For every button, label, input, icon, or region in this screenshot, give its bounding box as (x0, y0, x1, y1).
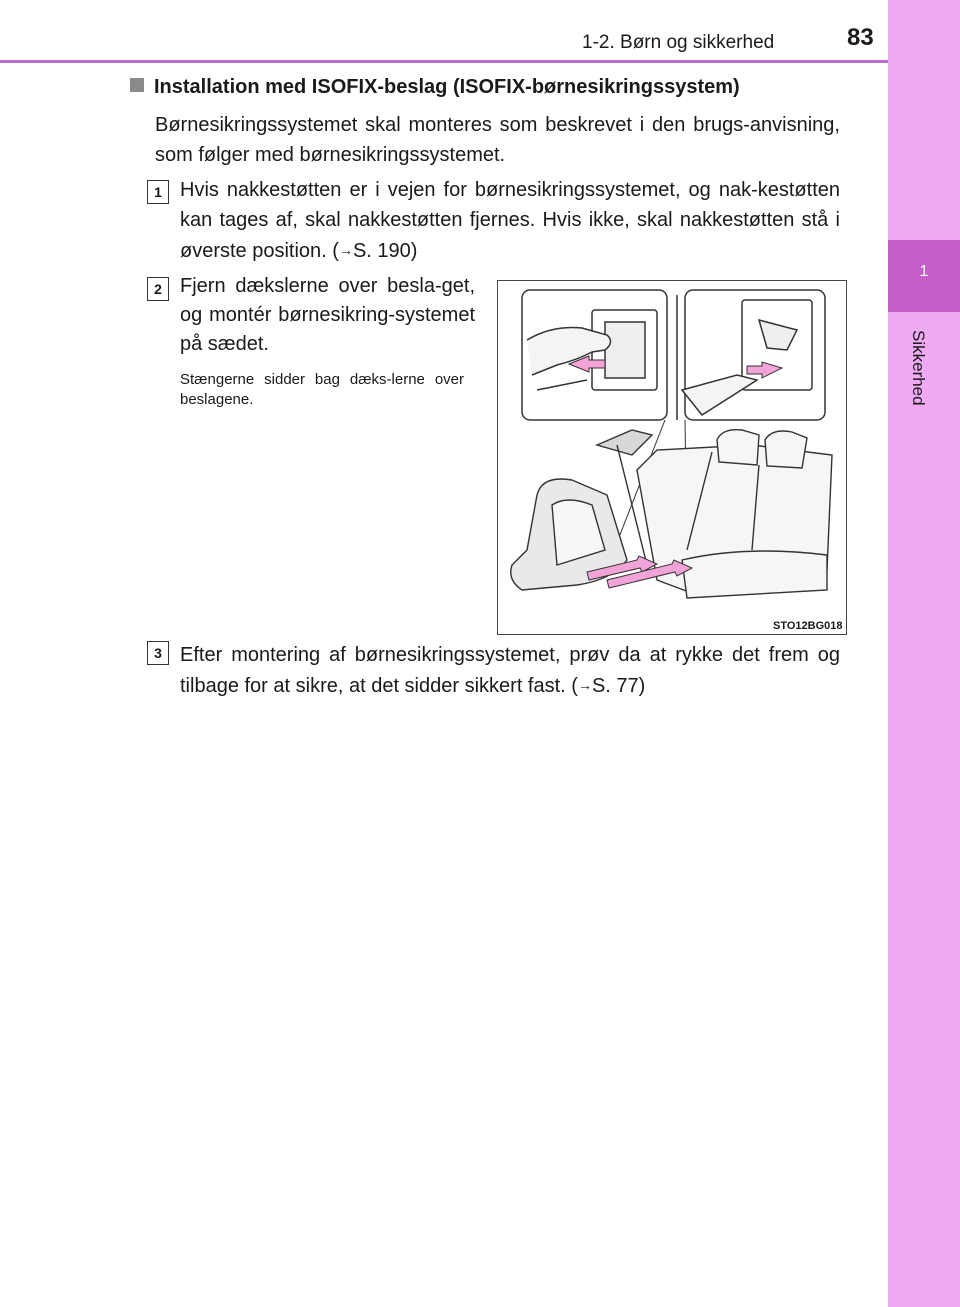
step-1-text (180, 175, 840, 266)
header-rule (0, 60, 888, 63)
section-heading (130, 76, 740, 99)
step-1-page-ref[interactable]: S. 190) (352, 240, 418, 262)
step-number-1: 1 (147, 180, 169, 204)
page-number: 83 (847, 24, 874, 51)
step-3-text (180, 640, 840, 701)
chapter-number-tab[interactable]: 1 (888, 240, 960, 312)
arrow-right-icon: → (577, 677, 592, 693)
arrow-right-icon: → (338, 242, 353, 258)
section-title: 1-2. Børn og sikkerhed (582, 32, 775, 53)
isofix-illustration (497, 280, 847, 635)
heading-text: Installation med ISOFIX-beslag (ISOFIX-børnesikringssystem) (154, 76, 740, 98)
step-1-body: Hvis nakkestøtten er i vejen for børnesikringssystemet, og nak-kestøtten kan tages af, skal nakkestøtten fjernes. Hvis ikke, skal nakkestøtten stå i øverste position. ( (180, 179, 840, 262)
intro-paragraph: Børnesikringssystemet skal monteres som beskrevet i den brugs-anvisning, som følger med børnesikringssystemet. (155, 114, 840, 166)
chapter-sidebar (888, 0, 960, 1307)
step-2-note: Stængerne sidder bag dæks-lerne over beslagene. (180, 371, 464, 408)
step-number-2: 2 (147, 277, 169, 301)
chapter-label: Sikkerhed (909, 330, 928, 406)
step-3-body: Efter montering af børnesikringssystemet, prøv da at rykke det frem og tilbage for at sikre, at det sidder sikkert fast. ( (180, 644, 840, 697)
square-bullet-icon (130, 78, 144, 92)
step-2-text: Fjern dækslerne over besla-get, og montér børnesikring-systemet på sædet. (180, 275, 475, 355)
step-number-3: 3 (147, 641, 169, 665)
step-3-page-ref[interactable]: S. 77) (591, 675, 646, 697)
figure-code: STO12BG018 (773, 620, 843, 632)
